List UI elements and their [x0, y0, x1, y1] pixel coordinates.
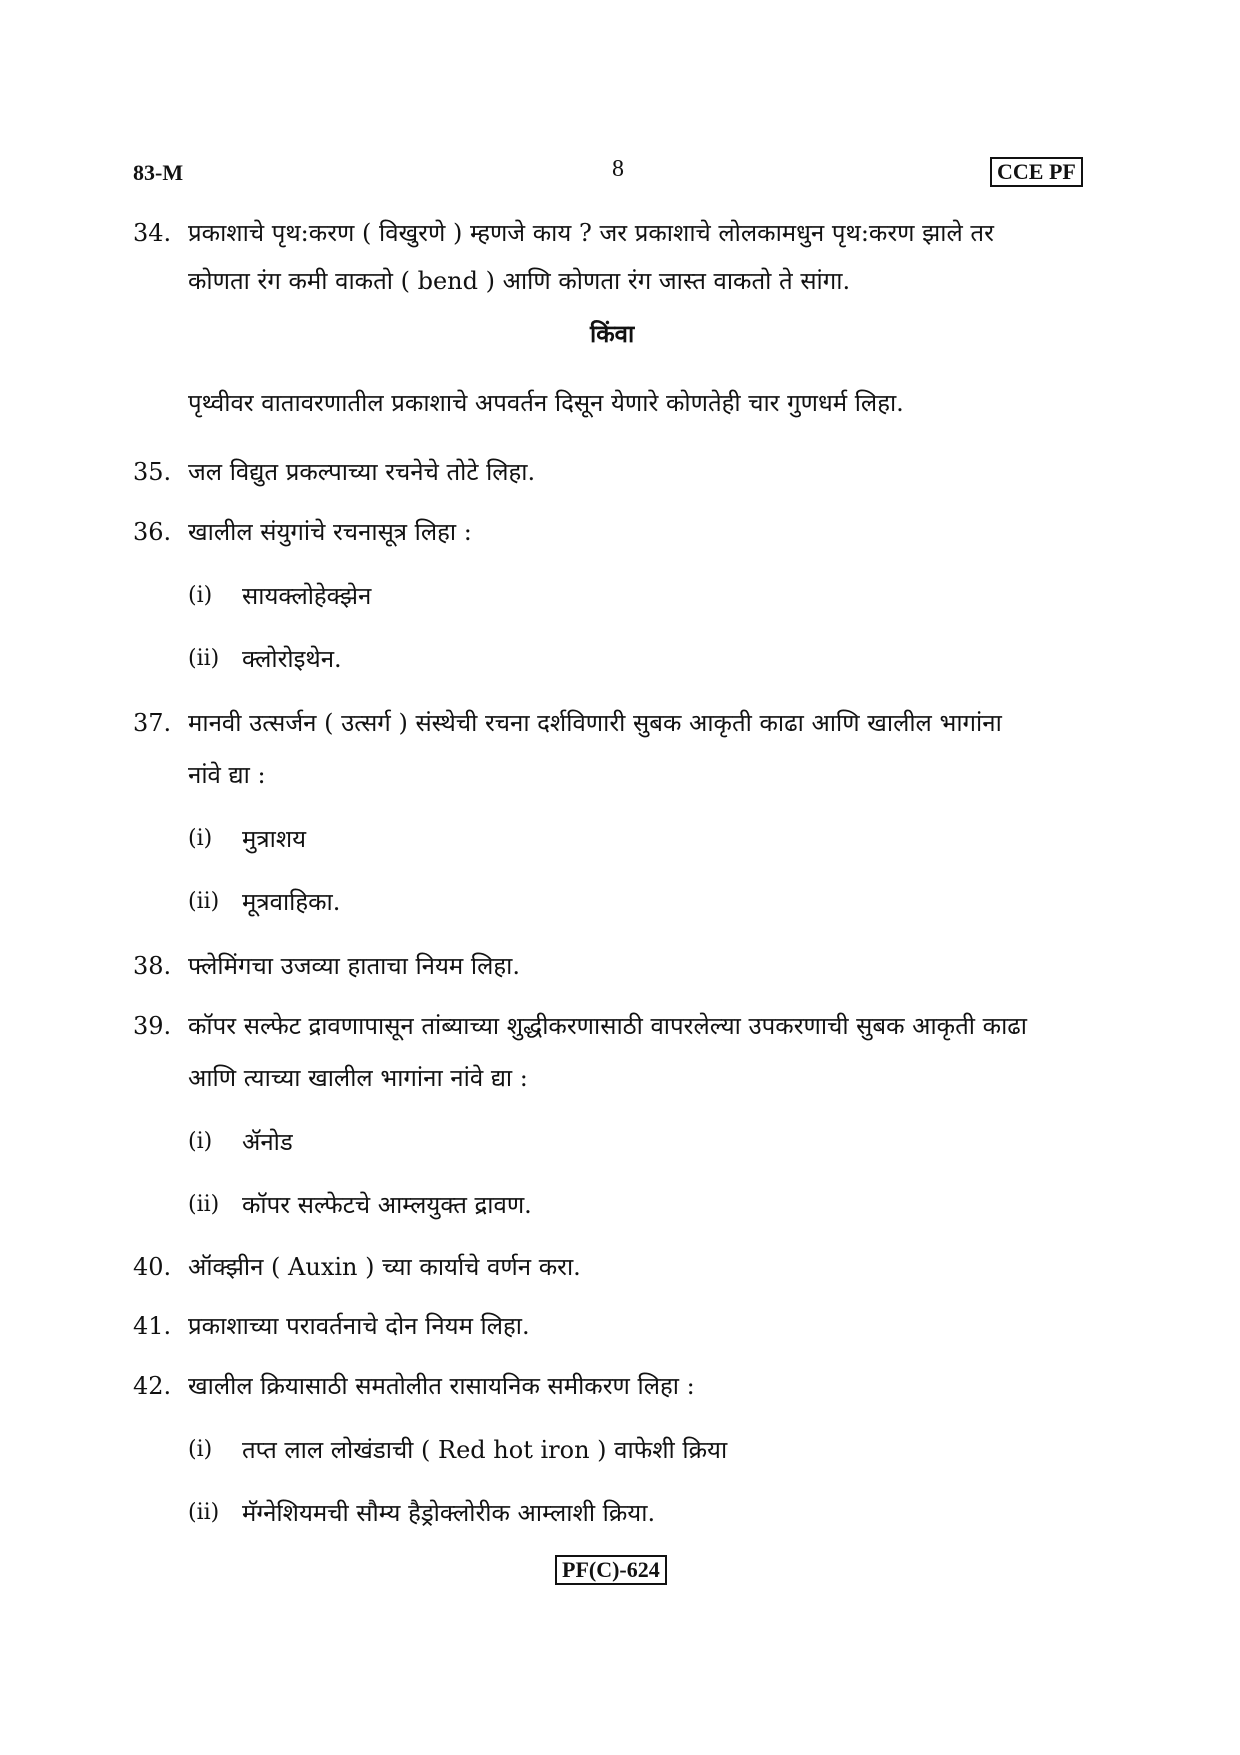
question-text-line: आणि त्याच्या खालील भागांना नांवे द्या : — [188, 1064, 528, 1092]
sub-item-text: कॉपर सल्फेटचे आम्लयुक्त द्रावण. — [242, 1191, 532, 1219]
sub-item-text: ॲनोड — [242, 1128, 293, 1156]
question-number: 37. — [133, 709, 172, 737]
question-text-line: फ्लेमिंगचा उजव्या हाताचा नियम लिहा. — [188, 952, 520, 980]
paper-code: 83-M — [133, 160, 184, 185]
sub-item-text: तप्त लाल लोखंडाची ( Red hot iron ) वाफेशी क्रिया — [242, 1436, 728, 1464]
sub-item-text: क्लोरोइथेन. — [242, 645, 342, 673]
sub-item-label: (ii) — [188, 646, 220, 671]
page-number: 8 — [612, 156, 624, 182]
question-text-line: कॉपर सल्फेट द्रावणापासून तांब्याच्या शुद्धीकरणासाठी वापरलेल्या उपकरणाची सुबक आकृती काढा — [188, 1012, 1028, 1040]
question-number: 35. — [133, 458, 172, 486]
sub-item-text: सायक्लोहेक्झेन — [242, 582, 372, 610]
question-text-line: प्रकाशाच्या परावर्तनाचे दोन नियम लिहा. — [188, 1312, 530, 1340]
sub-item-label: (ii) — [188, 1500, 220, 1525]
sub-item-label: (i) — [188, 826, 213, 851]
question-number: 40. — [133, 1253, 172, 1281]
sub-item-text: मूत्रवाहिका. — [242, 888, 341, 916]
sub-item-label: (ii) — [188, 889, 220, 914]
question-text-line: खालील क्रियासाठी समतोलीत रासायनिक समीकरण लिहा : — [188, 1372, 695, 1400]
question-number: 41. — [133, 1312, 172, 1340]
question-number: 42. — [133, 1372, 172, 1400]
sub-item-label: (ii) — [188, 1192, 220, 1217]
question-text-line: नांवे द्या : — [188, 761, 266, 789]
question-text-line: जल विद्युत प्रकल्पाच्या रचनेचे तोटे लिहा. — [188, 458, 536, 486]
question-number: 34. — [133, 219, 172, 247]
sub-item-text: मुत्राशय — [242, 825, 307, 853]
question-number: 36. — [133, 518, 172, 546]
question-number: 39. — [133, 1012, 172, 1040]
question-alternative: पृथ्वीवर वातावरणातील प्रकाशाचे अपवर्तन दिसून येणारे कोणतेही चार गुणधर्म लिहा. — [188, 389, 904, 417]
sub-item-label: (i) — [188, 1437, 213, 1462]
sub-item-label: (i) — [188, 1129, 213, 1154]
question-text-line: मानवी उत्सर्जन ( उत्सर्ग ) संस्थेची रचना दर्शविणारी सुबक आकृती काढा आणि खालील भागांना — [188, 709, 1002, 737]
question-text-line: कोणता रंग कमी वाकतो ( bend ) आणि कोणता रंग जास्त वाकतो ते सांगा. — [188, 267, 851, 295]
question-text-line: प्रकाशाचे पृथ:करण ( विखुरणे ) म्हणजे काय ? जर प्रकाशाचे लोलकामधुन पृथ:करण झाले तर — [188, 219, 994, 247]
question-text-line: खालील संयुगांचे रचनासूत्र लिहा : — [188, 518, 472, 546]
footer-code-box: PF(C)-624 — [555, 1555, 667, 1585]
sub-item-text: मॅग्नेशियमची सौम्य हैड्रोक्लोरीक आम्लाशी क्रिया. — [242, 1499, 656, 1527]
question-text-line: ऑक्झीन ( Auxin ) च्या कार्याचे वर्णन करा. — [188, 1253, 581, 1281]
series-box: CCE PF — [990, 157, 1083, 187]
sub-item-label: (i) — [188, 583, 213, 608]
or-label: किंवा — [590, 319, 635, 348]
question-number: 38. — [133, 952, 172, 980]
